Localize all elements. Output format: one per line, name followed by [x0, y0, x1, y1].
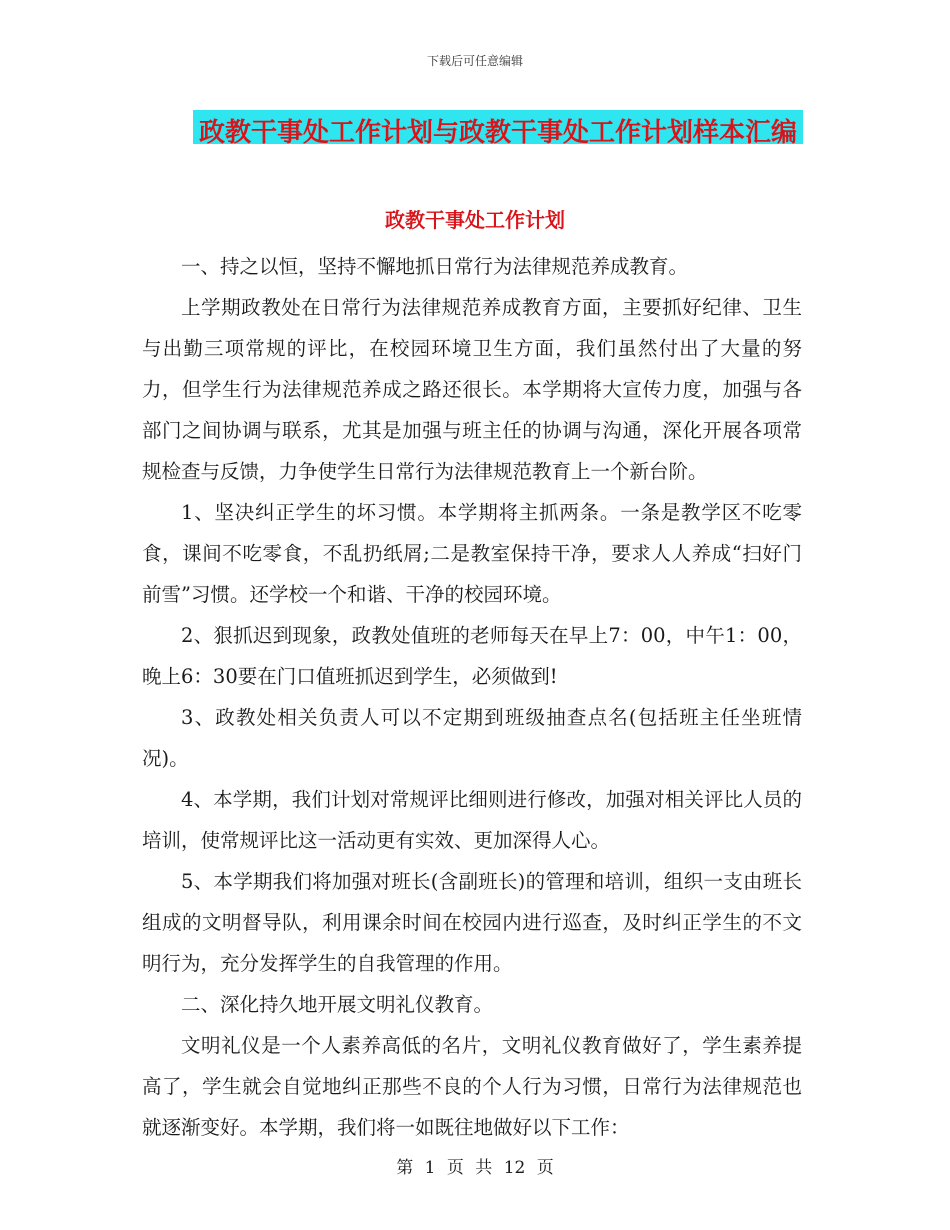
paragraph: 一、持之以恒，坚持不懈地抓日常行为法律规范养成教育。: [181, 255, 689, 278]
paragraph: 2、狠抓迟到现象，政教处值班的老师每天在早上7：00，中午1：00，晚上6：30要在门口值班抓迟到学生，必须做到!: [142, 624, 802, 688]
paragraph: 二、深化持久地开展文明礼仪教育。: [181, 993, 494, 1016]
header-note: 下载后可任意编辑: [426, 54, 523, 68]
document-title: 政教干事处工作计划与政教干事处工作计划样本汇编: [198, 118, 797, 148]
paragraph: 文明礼仪是一个人素养高低的名片，文明礼仪教育做好了，学生素养提高了，学生就会自觉地纠正那些不良的个人行为习惯，日常行为法律规范也就逐渐变好。本学期，我们将一如既往地做好以下工作：: [142, 1034, 802, 1139]
paragraph: 4、本学期，我们计划对常规评比细则进行修改，加强对相关评比人员的培训，使常规评比这一活动更有实效、更加深得人心。: [142, 788, 802, 852]
paragraph: 3、政教处相关负责人可以不定期到班级抽查点名(包括班主任坐班情况)。: [142, 706, 802, 770]
section-title: 政教干事处工作计划: [385, 208, 565, 232]
page-footer: 第 1 页 共 12 页: [396, 1158, 554, 1178]
paragraph: 5、本学期我们将加强对班长(含副班长)的管理和培训，组织一支由班长组成的文明督导队，利用课余时间在校园内进行巡查，及时纠正学生的不文明行为，充分发挥学生的自我管理的作用。: [142, 870, 802, 975]
document-body: [142, 246, 802, 1148]
paragraph: 上学期政教处在日常行为法律规范养成教育方面，主要抓好纪律、卫生与出勤三项常规的评比，在校园环境卫生方面，我们虽然付出了大量的努力，但学生行为法律规范养成之路还很长。本学期将大宣传力度，加强与各部门之间协调与联系，尤其是加强与班主任的协调与沟通，深化开展各项常规检查与反馈，力争使学生日常行为法律规范教育上一个新台阶。: [142, 296, 802, 483]
paragraph: 1、坚决纠正学生的坏习惯。本学期将主抓两条。一条是教学区不吃零食，课间不吃零食，不乱扔纸屑;二是教室保持干净，要求人人养成“扫好门前雪”习惯。还学校一个和谐、干净的校园环境。: [142, 501, 802, 606]
